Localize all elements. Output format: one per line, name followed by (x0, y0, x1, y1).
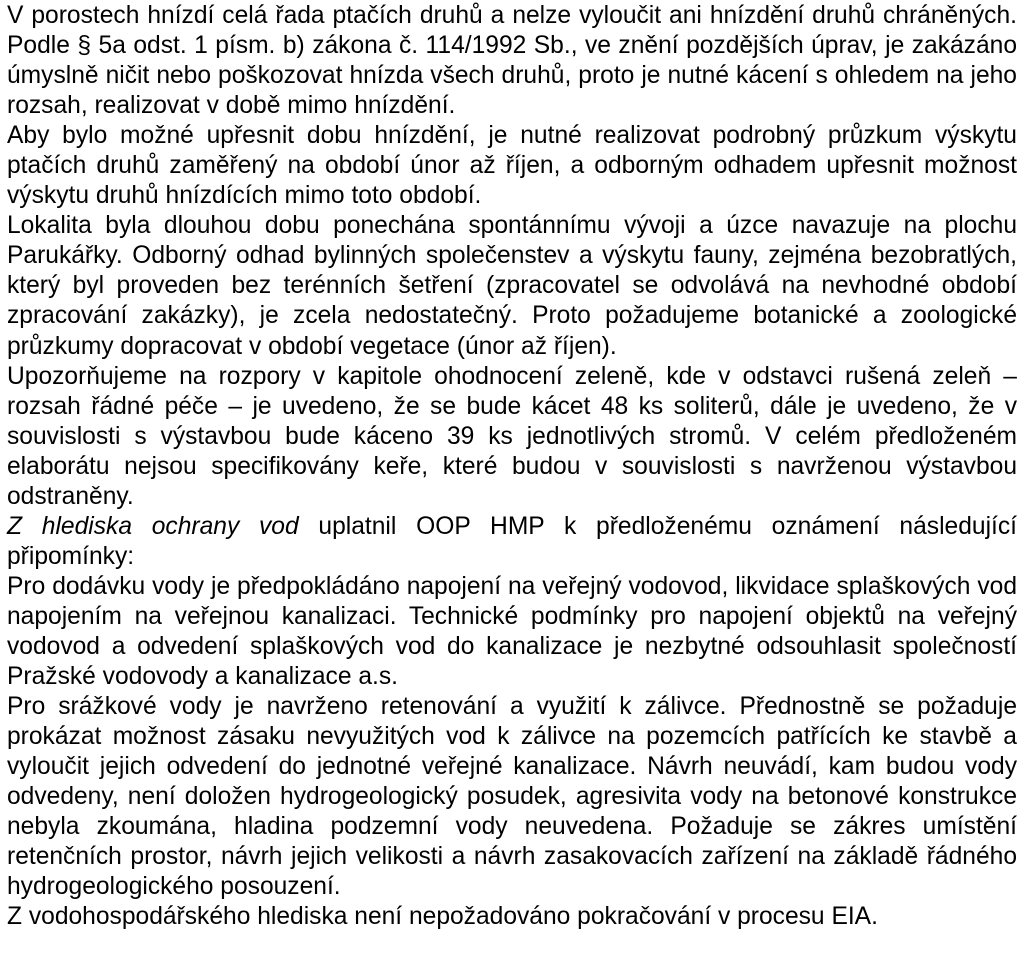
paragraph-text: Pro srážkové vody je navrženo retenování a využití k zálivce. Přednostně se požaduje prokázat možnost zásaku nevyužitých vod k zálivce na pozemcích patřících ke stavbě a vyloučit jejich odvedení do jednotné veřejné kanalizace. Návrh neuvádí, kam budou vody odvedeny, není doložen hydrogeologický posudek, agresivita vody na betonové konstrukce nebyla zkoumána, hladina podzemní vody neuvedena. Požaduje se zákres umístění retenčních prostor, návrh jejich velikosti a návrh zasakovacích zařízení na základě řádného hydrogeologického posouzení. (7, 693, 1017, 901)
paragraph-text: Aby bylo možné upřesnit dobu hnízdění, je nutné realizovat podrobný průzkum výskytu ptačích druhů zaměřený na období únor až říjen, a odborným odhadem upřesnit možnost výskytu druhů hnízdících mimo toto období. (7, 122, 1017, 210)
paragraph-rainwater (7, 692, 1017, 902)
paragraph-text: V porostech hnízdí celá řada ptačích druhů a nelze vyloučit ani hnízdění druhů chráněných. Podle § 5a odst. 1 písm. b) zákona č. 114/1992 Sb., ve znění pozdějších úprav, je zakázáno úmyslně ničit nebo poškozovat hnízda všech druhů, proto je nutné kácení s ohledem na jeho rozsah, realizovat v době mimo hnízdění. (7, 2, 1017, 120)
paragraph-water-supply (7, 572, 1017, 692)
paragraph-text: uplatnil OOP HMP k předloženému oznámení následující připomínky: (7, 512, 1017, 570)
paragraph-conclusion (7, 902, 1017, 932)
paragraph-text: Z vodohospodářského hlediska není nepožadováno pokračování v procesu EIA. (7, 903, 878, 931)
paragraph-greenery-contradictions (7, 362, 1017, 512)
paragraph-locality (7, 211, 1017, 361)
water-protection-heading: Z hlediska ochrany vod (7, 512, 299, 540)
paragraph-text: Upozorňujeme na rozpory v kapitole ohodnocení zeleně, kde v odstavci rušená zeleň – rozsah řádné péče – je uvedeno, že se bude kácet 48 ks soliterů, dále je uvedeno, že v souvislosti s výstavbou bude káceno 39 ks jednotlivých stromů. V celém předloženém elaborátu nejsou specifikovány keře, které budou v souvislosti s navrženou výstavbou odstraněny. (7, 362, 1017, 510)
document-page (7, 1, 1017, 932)
paragraph-bird-nesting (7, 1, 1017, 121)
paragraph-text: Pro dodávku vody je předpokládáno napojení na veřejný vodovod, likvidace splaškových vod napojením na veřejnou kanalizaci. Technické podmínky pro napojení objektů na veřejný vodovod a odvedení splaškových vod do kanalizace je nezbytné odsouhlasit společností Pražské vodovody a kanalizace a.s. (7, 572, 1017, 691)
paragraph-nesting-survey (7, 121, 1017, 211)
paragraph-water-protection-intro (7, 512, 1017, 572)
paragraph-text: Lokalita byla dlouhou dobu ponechána spontánnímu vývoji a úzce navazuje na plochu Parukářky. Odborný odhad bylinných společenstev a výskytu fauny, zejména bezobratlých, který byl proveden bez terénních šetření (zpracovatel se odvolává na nevhodné období zpracování zakázky), je zcela nedostatečný. Proto požadujeme botanické a zoologické průzkumy dopracovat v období vegetace (únor až říjen). (7, 212, 1017, 360)
